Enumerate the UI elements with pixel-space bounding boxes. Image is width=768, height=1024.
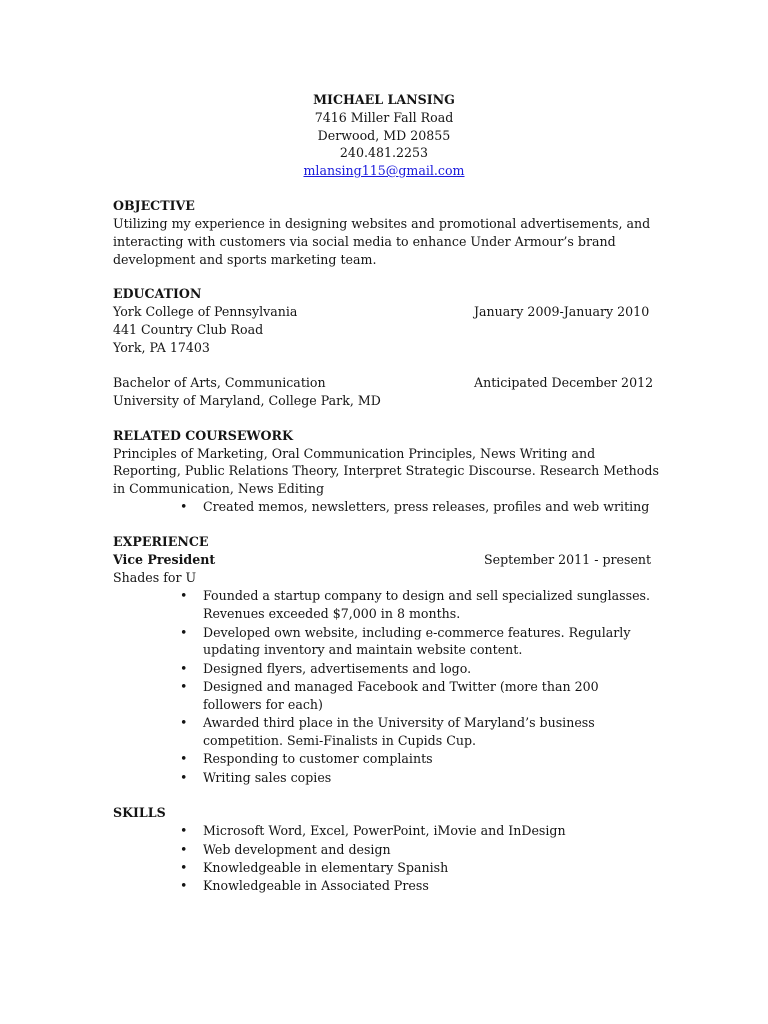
coursework-line-2: Reporting, Public Relations Theory, Interpret Strategic Discourse. Research Methods: [113, 463, 659, 478]
skills-bullet-2: Web development and design: [203, 842, 391, 857]
email-link[interactable]: mlansing115@gmail.com: [303, 163, 465, 178]
company-name: Shades for U: [113, 570, 197, 585]
coursework-line-3: in Communication, News Editing: [113, 481, 325, 496]
coursework-heading: RELATED COURSEWORK: [113, 428, 293, 443]
phone-number: 240.481.2253: [339, 145, 429, 160]
school-2-dates: Anticipated December 2012: [474, 375, 654, 390]
experience-bullet-7: Writing sales copies: [203, 770, 332, 785]
school-1-address-1: 441 Country Club Road: [113, 322, 264, 337]
bullet-icon: [180, 877, 187, 895]
bullet-icon: [180, 822, 187, 840]
experience-bullet-6: Responding to customer complaints: [203, 751, 433, 766]
objective-line-1: Utilizing my experience in designing websites and promotional advertisements, and: [113, 216, 651, 231]
skills-heading: SKILLS: [113, 805, 166, 820]
experience-bullet-2-line-1: Developed own website, including e-commerce features. Regularly: [203, 625, 631, 640]
address-line-2: Derwood, MD 20855: [317, 128, 451, 143]
email-container: [0, 162, 768, 180]
bullet-icon: [180, 841, 187, 859]
experience-bullet-5-line-1: Awarded third place in the University of Maryland’s business: [203, 715, 595, 730]
school-2-degree: Bachelor of Arts, Communication: [113, 375, 326, 390]
skills-bullet-1: Microsoft Word, Excel, PowerPoint, iMovie and InDesign: [203, 823, 566, 838]
job-dates: September 2011 - present: [484, 552, 652, 567]
bullet-icon: [180, 769, 187, 787]
experience-bullet-5-line-2: competition. Semi-Finalists in Cupids Cup.: [203, 733, 477, 748]
school-2-name: University of Maryland, College Park, MD: [113, 393, 381, 408]
school-1-address-2: York, PA 17403: [113, 340, 210, 355]
bullet-icon: [180, 859, 187, 877]
experience-bullet-4-line-1: Designed and managed Facebook and Twitter (more than 200: [203, 679, 599, 694]
school-1-name: York College of Pennsylvania: [113, 304, 298, 319]
bullet-icon: [180, 660, 187, 678]
bullet-icon: [180, 587, 187, 605]
skills-bullet-3: Knowledgeable in elementary Spanish: [203, 860, 449, 875]
school-1-dates: January 2009-January 2010: [474, 304, 650, 319]
experience-bullet-1-line-1: Founded a startup company to design and sell specialized sunglasses.: [203, 588, 650, 603]
coursework-line-1: Principles of Marketing, Oral Communication Principles, News Writing and: [113, 446, 596, 461]
objective-line-2: interacting with customers via social media to enhance Under Armour’s brand: [113, 234, 616, 249]
coursework-bullet-1: Created memos, newsletters, press releases, profiles and web writing: [203, 499, 650, 514]
experience-heading: EXPERIENCE: [113, 534, 209, 549]
candidate-name: MICHAEL LANSING: [313, 92, 455, 107]
experience-bullet-4-line-2: followers for each): [203, 697, 323, 712]
bullet-icon: [180, 498, 187, 516]
objective-heading: OBJECTIVE: [113, 198, 195, 213]
job-title: Vice President: [113, 552, 216, 567]
experience-bullet-1-line-2: Revenues exceeded $7,000 in 8 months.: [203, 606, 461, 621]
bullet-icon: [180, 678, 187, 696]
experience-bullet-2-line-2: updating inventory and maintain website content.: [203, 642, 523, 657]
bullet-icon: [180, 624, 187, 642]
objective-line-3: development and sports marketing team.: [113, 252, 377, 267]
education-heading: EDUCATION: [113, 286, 202, 301]
skills-bullet-4: Knowledgeable in Associated Press: [203, 878, 429, 893]
experience-bullet-3: Designed flyers, advertisements and logo.: [203, 661, 472, 676]
bullet-icon: [180, 714, 187, 732]
address-line-1: 7416 Miller Fall Road: [314, 110, 454, 125]
bullet-icon: [180, 750, 187, 768]
